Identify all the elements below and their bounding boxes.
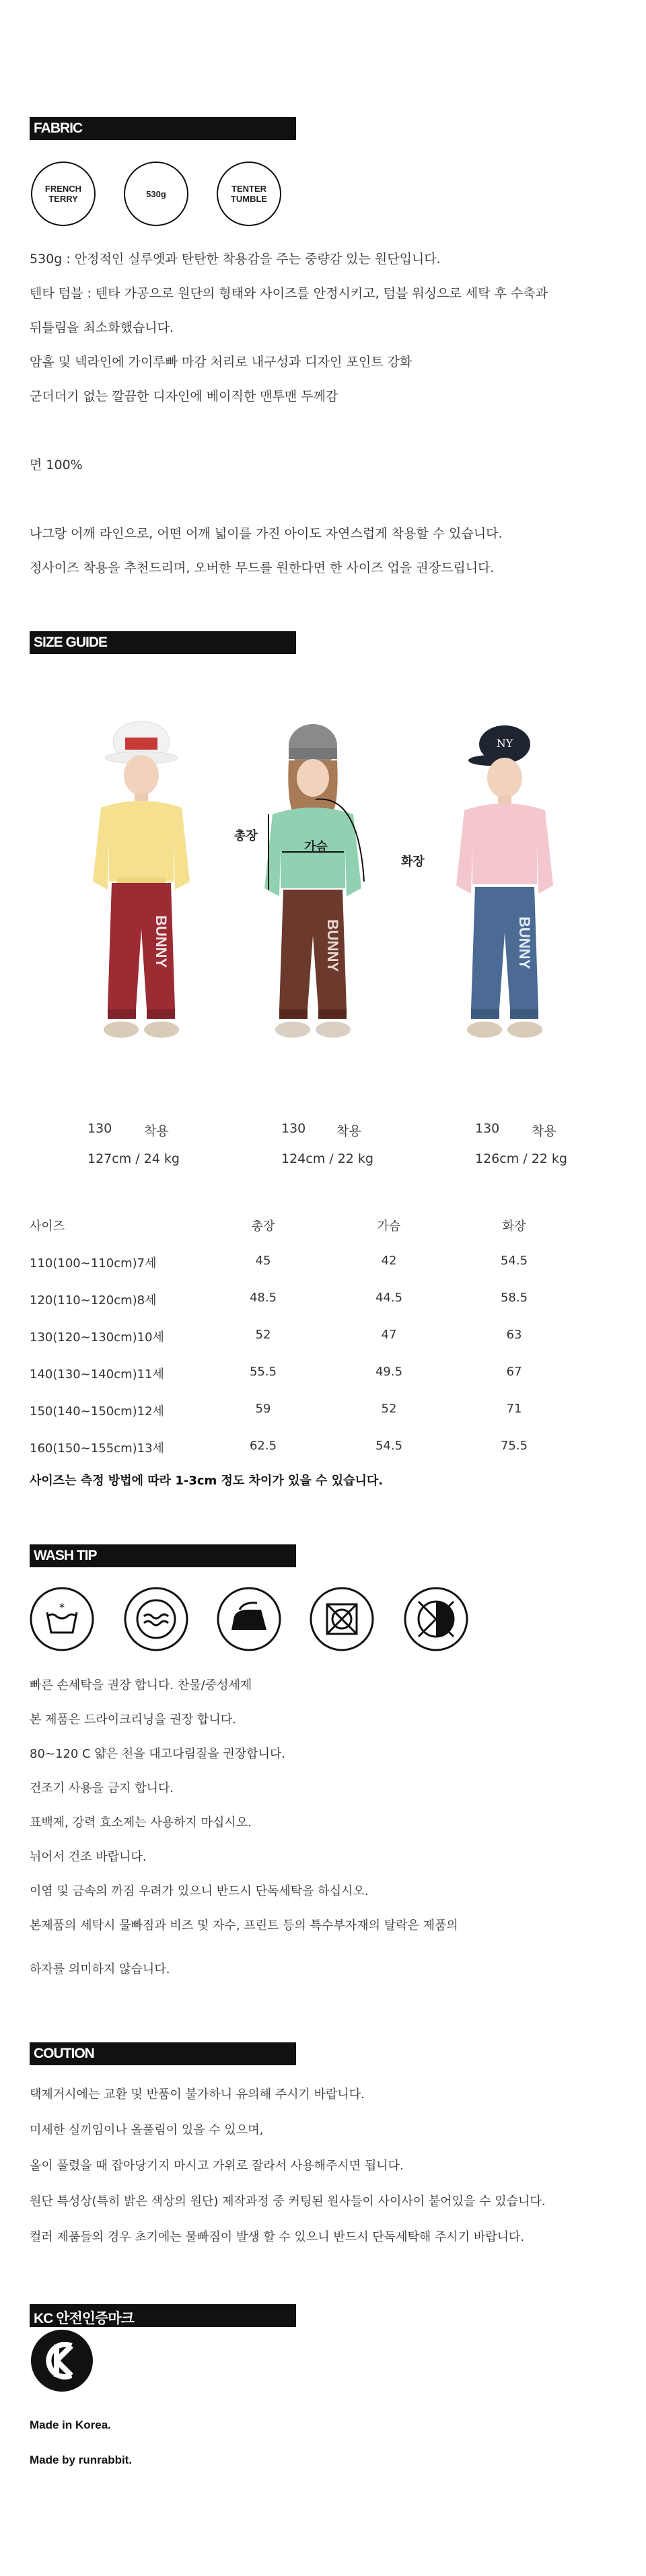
table-cell-sleeve: 54.5 (500, 1254, 528, 1268)
fabric-line: 암홀 및 넥라인에 가이루빠 마감 처리로 내구성과 디자인 포인트 강화 (30, 355, 412, 369)
table-cell-length: 62.5 (249, 1439, 277, 1453)
fabric-heading: FABRIC (34, 120, 83, 136)
fabric-line: 정사이즈 착용을 추천드리며, 오버한 무드를 원한다면 한 사이즈 업을 권장드립니다. (30, 561, 495, 575)
svg-text:BUNNY: BUNNY (153, 915, 170, 968)
caution-line: 택제거시에는 교환 및 반품이 불가하니 유의해 주시기 바랍니다. (30, 2087, 365, 2102)
table-header-sleeve: 화장 (502, 1219, 526, 1233)
kc-mark-icon (30, 2328, 94, 2393)
wash-line: 본 제품은 드라이크리닝을 권장 합니다. (30, 1713, 236, 1727)
chest-label: 가슴 (304, 840, 328, 854)
length-label: 총장 (234, 829, 258, 843)
wash-tip-heading: WASH TIP (34, 1548, 97, 1563)
table-cell-chest: 42 (381, 1254, 397, 1268)
table-cell-sleeve: 63 (506, 1328, 522, 1342)
model-photo-3 (437, 713, 572, 1063)
wash-tip-heading-bar (30, 1544, 296, 1567)
size-guide-heading: SIZE GUIDE (34, 635, 108, 650)
wash-line: 표백제, 강력 효소제는 사용하지 마십시오. (30, 1816, 252, 1830)
fabric-line: 530g : 안정적인 실루엣과 탄탄한 착용감을 주는 중량감 있는 원단입니다. (30, 252, 441, 266)
wash-line: 하자를 의미하지 않습니다. (30, 1962, 170, 1976)
fabric-line: 뒤틀림을 최소화했습니다. (30, 320, 174, 335)
model-3-stats: 126cm / 22 kg (475, 1151, 567, 1166)
hand-wash-icon (30, 1587, 94, 1651)
model-1-size: 130 (87, 1121, 112, 1136)
caution-line: 원단 특성상(특히 밝은 색상의 원단) 제작과정 중 커팅된 원사들이 사이사이 붙어있을 수 있습니다. (30, 2194, 546, 2209)
model-2-size: 130 (281, 1121, 306, 1136)
table-header-chest: 가슴 (377, 1219, 401, 1233)
dry-clean-icon (124, 1587, 188, 1651)
caution-heading: COUTION (34, 2046, 94, 2061)
svg-text:BUNNY: BUNNY (516, 917, 533, 970)
model-3-size: 130 (475, 1121, 500, 1136)
no-tumble-dry-icon (310, 1587, 374, 1651)
table-cell-sleeve: 75.5 (500, 1439, 528, 1453)
table-cell-chest: 54.5 (375, 1439, 403, 1453)
fabric-badge-weight (124, 162, 188, 226)
caution-line: 올이 풀렸을 때 잡아당기지 마시고 가위로 잘라서 사용해주시면 됩니다. (30, 2159, 404, 2173)
kc-heading: KC 안전인증마크 (34, 2311, 134, 2326)
wash-line: 80~120 C 얇은 천을 대고다림질을 권장합니다. (30, 1747, 286, 1761)
svg-text:NY: NY (496, 737, 513, 750)
made-in-text: Made in Korea. (30, 2419, 111, 2431)
made-by-text: Made by runrabbit. (30, 2454, 133, 2466)
table-cell-length: 59 (255, 1402, 271, 1416)
model-photo-1 (74, 713, 209, 1063)
model-2-wear: 착용 (336, 1124, 361, 1139)
fabric-line: 군더더기 없는 깔끔한 디자인에 베이직한 맨투맨 두께감 (30, 389, 338, 404)
table-cell-size: 120(110~120cm)8세 (30, 1293, 157, 1308)
table-cell-length: 52 (255, 1328, 271, 1342)
fabric-heading-bar (30, 117, 296, 140)
svg-text:*: * (59, 1601, 65, 1614)
wash-line: 빠른 손세탁을 권장 합니다. 찬물/중성세제 (30, 1678, 252, 1692)
model-1-wear: 착용 (144, 1124, 169, 1139)
table-cell-sleeve: 58.5 (500, 1291, 528, 1305)
table-cell-chest: 44.5 (375, 1291, 403, 1305)
table-header-length: 총장 (251, 1219, 275, 1233)
wash-line: 뉘어서 건조 바랍니다. (30, 1850, 147, 1864)
table-cell-size: 140(130~140cm)11세 (30, 1367, 164, 1382)
model-2-stats: 124cm / 22 kg (281, 1151, 373, 1166)
wash-line: 이염 및 금속의 까짐 우려가 있으니 반드시 단독세탁을 하십시오. (30, 1884, 369, 1898)
model-photo-2 (246, 713, 380, 1063)
badge-label: FRENCH TERRY (44, 184, 82, 204)
sleeve-label: 화장 (401, 855, 425, 869)
iron-icon (217, 1587, 281, 1651)
table-cell-size: 160(150~155cm)13세 (30, 1441, 164, 1456)
caution-line: 미세한 실끼임이나 올풀림이 있을 수 있으며, (30, 2123, 264, 2137)
table-cell-sleeve: 67 (506, 1365, 522, 1379)
fabric-line: 면 100% (30, 458, 83, 472)
table-cell-length: 55.5 (249, 1365, 277, 1379)
svg-text:BUNNY: BUNNY (324, 919, 341, 972)
table-cell-sleeve: 71 (506, 1402, 522, 1416)
badge-label: 530g (146, 188, 166, 199)
table-cell-length: 48.5 (249, 1291, 277, 1305)
kc-heading-bar (30, 2304, 296, 2327)
size-note: 사이즈는 측정 방법에 따라 1-3cm 정도 차이가 있을 수 있습니다. (30, 1474, 384, 1488)
table-header-size: 사이즈 (30, 1219, 65, 1233)
badge-label: TENTER TUMBLE (230, 184, 268, 204)
wash-line: 건조기 사용을 금지 합니다. (30, 1781, 174, 1795)
model-3-wear: 착용 (532, 1124, 557, 1139)
table-cell-size: 130(120~130cm)10세 (30, 1330, 164, 1345)
table-cell-chest: 49.5 (375, 1365, 403, 1379)
fabric-line: 텐타 텀블 : 텐타 가공으로 원단의 형태와 사이즈를 안정시키고, 텀블 워싱으로 세탁 후 수축과 (30, 286, 548, 301)
fabric-line: 나그랑 어깨 라인으로, 어떤 어깨 넓이를 가진 아이도 자연스럽게 착용할 수 있습니다. (30, 526, 503, 541)
table-cell-size: 110(100~110cm)7세 (30, 1256, 157, 1271)
wash-line: 본제품의 세탁시 물빠짐과 비즈 및 자수, 프린트 등의 특수부자재의 탈락은 제품의 (30, 1919, 458, 1933)
size-guide-heading-bar (30, 631, 296, 654)
table-cell-size: 150(140~150cm)12세 (30, 1404, 164, 1419)
fabric-badge-tenter-tumble (217, 162, 281, 226)
no-bleach-icon (404, 1587, 468, 1651)
table-cell-length: 45 (255, 1254, 271, 1268)
table-cell-chest: 52 (381, 1402, 397, 1416)
caution-heading-bar (30, 2042, 296, 2065)
caution-line: 컬러 제품들의 경우 초기에는 물빠짐이 발생 할 수 있으니 반드시 단독세탁해 주시기 바랍니다. (30, 2230, 525, 2244)
fabric-badge-french-terry (31, 162, 96, 226)
table-cell-chest: 47 (381, 1328, 397, 1342)
model-1-stats: 127cm / 24 kg (87, 1151, 180, 1166)
